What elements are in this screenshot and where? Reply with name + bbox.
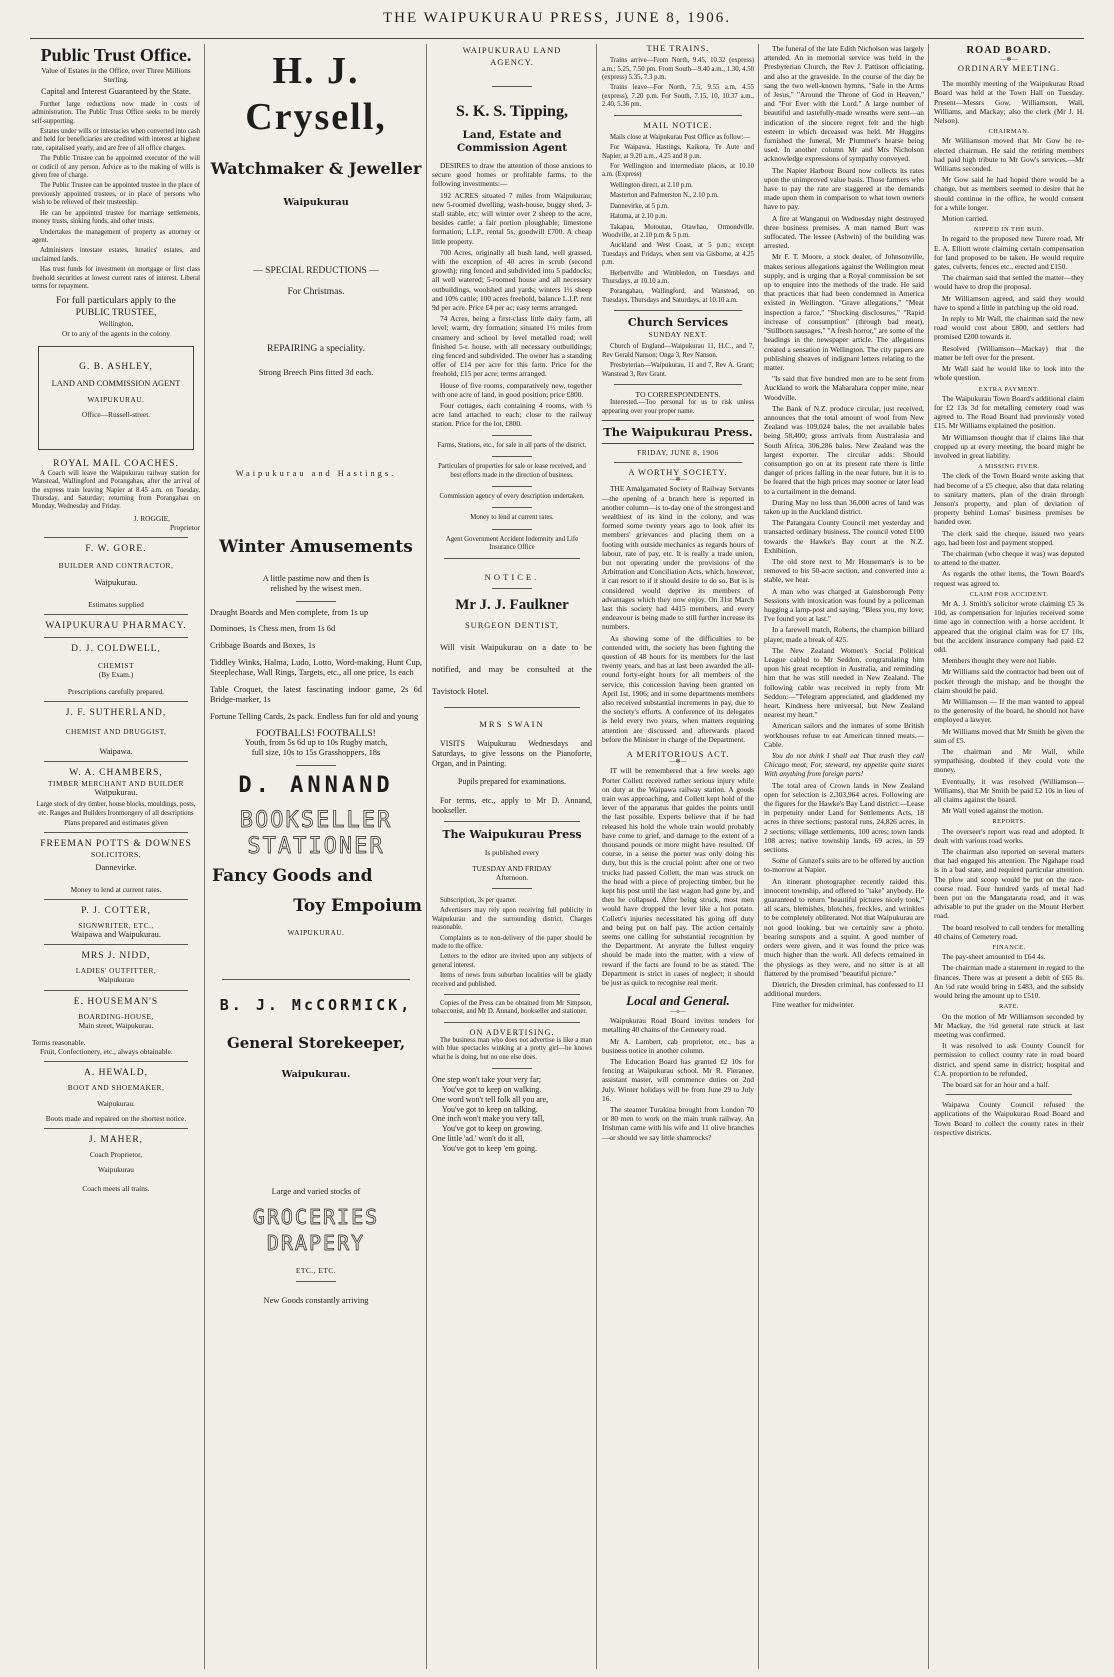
sutherland-town: Waipawa. (99, 746, 133, 756)
swain-text: VISITS Waipukurau Wednesdays and Saturdays, to give lessons on the Pianoforte, Organ, and in Painting. (432, 739, 592, 769)
new-goods: New Goods constantly arriving (263, 1296, 369, 1306)
ashley-box (38, 346, 194, 450)
tipping-farms: Farms, Stations, etc., for sale in all parts of the district. (437, 441, 587, 449)
mccormick-role: General Storekeeper, (226, 1033, 406, 1052)
press-pub: Is published every (484, 848, 540, 858)
winter-title: Winter Amusements (219, 537, 413, 558)
faulkner-text: Will visit Waipukurau on a date to be notified, and may be consulted at the Tavistock Hotel. (432, 641, 592, 696)
coldwell-note: Prescriptions carefully prepared. (67, 687, 165, 697)
divider (614, 462, 742, 463)
stocks: Large and varied stocks of (271, 1187, 361, 1196)
news-para: The Bank of N.Z. produce circular, just received, announces that the total amount of wool from New Zealand was 109,024 bales, the net available bales being 58,400; gross arrivals from Australasia and South Africa, 306,286 bales. New Zealand was the largest exporter. The circular adds: Should consumption go on at its present rate there is little danger of prices falling in the near future, but it is to be feared that the high prices may sooner or later lead to a curtailment in the demand. (764, 403, 924, 496)
corr-title: TO CORRESPONDENTS. (635, 389, 721, 399)
mccormick-town: Waipukurau. (281, 1068, 351, 1080)
ashley-office: Office—Russell-street. (81, 410, 151, 420)
column-divider (758, 44, 759, 1669)
board-heading: NIPPED IN THE BUD. (973, 226, 1045, 234)
advertising-title: ON ADVERTISING. (469, 1027, 555, 1037)
divider (492, 456, 532, 457)
local-para: The steamer Turakina brought from London 70 or 80 men to work on the main trunk railway. An Irishman came with his wife and 11 olive branches—or should we say little shamrocks? (602, 1105, 754, 1142)
news-para: The Patangata County Council met yesterday and transacted ordinary business. The council voted £100 towards the Hawke's Bay court at the N.Z. Exhibition. (764, 518, 924, 555)
board-para: The board resolved to call tenders for metalling 40 chains of Cemetery road. (934, 922, 1084, 941)
maher-role: Coach Proprietor, (89, 1150, 143, 1160)
board-para: The board sat for an hour and a half. (942, 1079, 1050, 1089)
divider (222, 979, 410, 980)
crysell-name: H. J. Crysell, (245, 50, 387, 138)
tipping-para: DESIRES to draw the attention of those anxious to secure good homes or profitable farms, to the following investments:— (432, 161, 592, 189)
football-text: Youth, from 5s 6d up to 10s Rugby match, full size, 10s to 15s Grasshoppers, 18s (244, 737, 388, 758)
public-trust-line: Further large reductions now made in costs of administration. The Public Trust Office seeks to be merely self-supporting. (32, 100, 200, 125)
column-6 (934, 44, 1084, 1669)
press-line: Letters to the editor are invited upon any subjects of general interest. (432, 953, 592, 969)
star-rule: —✻— (669, 477, 687, 484)
tipping-para: House of five rooms, comparatively new, together with one acre of land, in good position; price £800. (432, 380, 592, 399)
houseman-terms: Terms reasonable. (32, 1038, 86, 1048)
cotter-name: P. J. COTTER, (81, 905, 151, 916)
public-trust-line: Administers intestate estates, lunatics' estates, and unclaimed lands. (32, 247, 200, 263)
public-trust-line: Estates under wills or intestacies when converted into cash and held for beneficiaries are credited with interest at highest rate, capitalised yearly, and are free of all office charges. (32, 128, 200, 152)
nidd-role: LADIES' OUTFITTER, (75, 966, 157, 976)
tipping-role: Land, Estate and Commission Agent (456, 129, 568, 154)
public-trust-line: Has trust funds for investment on mortgage or first class freehold securities at lowest current rates of interest. Liberal terms for repayment. (32, 266, 200, 290)
freeman-role: SOLICITORS, (91, 850, 141, 860)
annand-town: WAIPUKURAU. (287, 927, 345, 937)
coaches-proprietor: J. ROGGIE, (133, 513, 170, 523)
board-heading: CHAIRMAN. (988, 128, 1030, 136)
divider (492, 86, 532, 87)
board-para: Mr Williamson thought that if claims like that cropped up at every meeting, the board might be involved in great liability. (934, 432, 1084, 460)
divider (44, 1128, 188, 1129)
press-line: Subscription, 3s per quarter. (440, 896, 517, 904)
public-trust-value: Value of Estates in the Office, over Three Millions Sterling. (41, 66, 191, 85)
public-trust-line: Undertakes the management of property as attorney or agent. (32, 228, 200, 244)
mail-line: Wellington direct, at 2.10 p.m. (610, 181, 693, 189)
hewald-town: Waipukurau. (97, 1098, 135, 1108)
divider (492, 588, 532, 589)
divider (44, 761, 188, 762)
special-reductions: — SPECIAL REDUCTIONS — (253, 265, 379, 277)
chambers-role: TIMBER MERCHANT AND BUILDER (48, 778, 184, 788)
winter-item: Table Croquet, the latest fascinating indoor game, 2s 6d Bridge-marker, 1s (210, 684, 422, 705)
masthead: THE WAIPUKURAU PRESS, JUNE 8, 1906. (382, 10, 732, 26)
swain-title: MRS SWAIN (479, 718, 545, 729)
board-para: Mr Gow said he had hoped there would be a change, but as members seemed to desire that he should continue in the office, he would consent for a while longer. (934, 175, 1084, 212)
poem-line: You've got to keep on growing. (442, 1124, 543, 1134)
tipping-para: 700 Acres, originally all bush land, well grassed, with the exception of 40 acres in scrub (second growth); ring fenced and subdivided into 5 paddocks; all well watered; 5-roomed house and all necessary outbuildings, woolshed and yards; winters 1½ sheep and 10% cattle; 100 acres freehold, balance L.I.P. rent 9d per acre. Price £4 per ac; easy terms arranged. (432, 247, 592, 313)
news-para: A man who was charged at Gainsborough Petty Sessions with intoxication was found by a policeman hugging a lamp-post and saying, "Bless you, my love; I've found you at last." (764, 586, 924, 624)
gore-name: F. W. GORE. (85, 544, 147, 555)
mccormick-name: B. J. McCORMICK, (219, 995, 413, 1014)
column-4 (602, 44, 754, 1669)
divider (614, 310, 742, 311)
paper-title: The Waipukurau Press. (603, 425, 753, 439)
news-para: An itinerant photographer recently raided this innocent township, and offered to "take" anybody. He guaranteed to return "beautiful pictures nicely took," all scars, blemishes, blotches, freckles, and wrinkles to be completely obliterated. Not that Waipukurau are not good looking, but we certainly saw a photo. bearing sunspots and a squint. A good number of orders were given, and it was found the price was much higher than the work. All defects remained in the physiogs as they were, and no sitter is at all flattered by the promised "beautiful picture." (764, 876, 924, 978)
board-heading: A MISSING FIVER. (978, 463, 1040, 471)
mail-line: Herbertville and Wimbledon, on Tuesdays and Thursdays, at 10.10 a.m. (602, 269, 754, 285)
drapery: DRAPERY (266, 1231, 366, 1256)
tipping-money: Money to lend at current rates. (470, 514, 554, 522)
poem-line: You've got to keep 'em going. (442, 1143, 537, 1153)
christmas: For Christmas. (287, 286, 345, 298)
footballs: FOOTBALLS! FOOTBALLS! (256, 727, 376, 739)
winter-item: Fortune Telling Cards, 2s pack. Endless fun for old and young (210, 711, 419, 721)
news-para: During May no less than 36,000 acres of land was taken up in the Auckland district. (764, 497, 924, 516)
sutherland-role: CHEMIST AND DRUGGIST, (65, 727, 167, 737)
divider (614, 115, 742, 116)
cotter-town: Waipawa and Waipukurau. (71, 930, 161, 940)
divider (296, 601, 336, 602)
crysell-role: Watchmaker & Jeweller (210, 159, 422, 178)
hewald-note: Boots made and repaired on the shortest notice. (45, 1113, 187, 1123)
news-para: Fine weather for midwinter. (772, 1000, 855, 1010)
chambers-town: Waipukurau. (94, 788, 138, 798)
pharmacy-title: WAIPUKURAU PHARMACY. (45, 620, 187, 631)
houseman-text: Fruit, Confectionery, etc., always obtainable. (40, 1047, 173, 1057)
board-para: It was resolved to ask County Council for permission to collect county rate in road board district, and spend same in district; hospital and C.A. proportion to be refunded. (934, 1041, 1084, 1078)
poem-line: One word won't tell folk all you are, (432, 1094, 549, 1104)
annand-fancy: Fancy Goods and (212, 865, 373, 886)
news-para: American sailors and the inmates of some British workhouses refuse to eat American tinned meats.—Cable. (764, 721, 924, 749)
groceries: GROCERIES (252, 1205, 380, 1230)
mail-line: Porangahau, Wallingford, and Wanstead, on Tuesdays, Thursdays and Saturdays, at 10.10 a.m. (602, 288, 754, 304)
agency-title: WAIPUKURAU LAND AGENCY. (462, 45, 562, 67)
board-para: The chairman and Mr Wall, while sympathising, doubted if they could vote the money. (934, 747, 1084, 775)
trains-arrive: Trains arrive—From North, 9.45, 10.32 (express) a.m.; 5.25, 7.50 pm. From South—9.40 a.m., 1.30, 4.50 (express) 5.35, 7.3 p.m. (602, 57, 754, 82)
divider (444, 994, 580, 995)
news-para: The New Zealand Women's Social Political League cabled to Mr Seddon, congratulating him upon his great reception in Australia, and reminding him that he was still needed in New Zealand. The following cable was received in reply from Mr Seddon:—"Telegram appreciated, and gladdened my heart. Kindness here universal, but New Zealand nearest my heart." (764, 645, 924, 720)
star-rule: —✻— (669, 759, 687, 766)
crysell-towns: Waipukurau and Hastings. (235, 468, 397, 478)
merit-para: IT will be remembered that a few weeks ago Porter Collett received rather serious injury while on duty at the Waipawa railway station. A goods train was approaching, and Collett kept hold of the lever of the apparatus that guides the points until the last possible. Experts believe that if he had released his hold the whole train would probably have come to grief, and damage to the extent of a thousand pounds or more might have resulted. Of course, in a sense the porter was only doing his duty, but this is the crucial point: after one or two trucks had passed Collett, the man was struck on the head with a piece of projecting timber, but he kept his post until the last wagon had gone by, and then he collapsed. After being struck, most men would have dropped the lever like a hot potato. Collett's injuries necessitated his going off duty and being put on half pay. The action certainly seems one calling for substantial recognition by the Department. At anyrate the fullest enquiry should be made into the matter, with a view of reward if the facts are found to be as stated. The Department is strict in cases of neglect; it should be just as quick to recognise real merit. (602, 766, 754, 987)
mail-line: For Waipawa, Hastings, Kaikora, Te Aute and Napier, at 9.20 a.m., 4.25 and 8 p.m. (602, 144, 754, 160)
faulkner-name: Mr J. J. Faulkner (455, 596, 569, 613)
annand-bookseller: BOOKSELLER (239, 807, 393, 833)
houseman-address: Main street, Waipukurau. (78, 1020, 154, 1030)
mail-title: MAIL NOTICE. (643, 119, 713, 130)
public-trust-wellington: Wellington, (98, 319, 134, 329)
annand-toy: Toy Empoium (293, 895, 422, 916)
breech-pins: Strong Breech Pins fitted 3d each. (258, 367, 374, 377)
board-para: Mr Williams said the contractor had been out of pocket through the mishap, and he thought the claim should be paid. (934, 667, 1084, 695)
public-trust-list (32, 101, 200, 292)
hewald-role: BOOT AND SHOEMAKER, (67, 1083, 165, 1093)
board-para: The Waipukurau Town Board's additional claim for £2 13s 3d for metalling cemetery road was agreed to. The Road Board had previously voted £15. Mr Williams explained the position. (934, 393, 1084, 431)
news-para: The Napier Harbour Board now collects its rates upon the unimproved value basis. Those farmers who have to pay the rate are staggered at the demands made upon them in comparison to what town owners have to pay. (764, 165, 924, 212)
swain-pupils: Pupils prepared for examinations. (458, 777, 566, 787)
board-heading: EXTRA PAYMENT. (978, 385, 1040, 393)
sutherland-name: J. F. SUTHERLAND, (65, 708, 167, 719)
poem-line: One little 'ad.' won't do it all, (432, 1134, 525, 1144)
mail-line: Masterton and Palmerston N., 2.10 p.m. (610, 192, 719, 200)
chambers-name: W. A. CHAMBERS, (69, 767, 163, 778)
divider (44, 701, 188, 702)
board-para: Mr Williamson moved that Mr Gow be re-elected chairman. He said the retiring members had paid high tribute to Mr Gow's services.—Mr Williams seconded. (934, 136, 1084, 174)
tipping-para: 74 Acres, being a first-class little dairy farm, all level; warm, dry formation; situated 1½ miles from creamery and school by level metalled road; well finished 5-r. house, with all necessary outbuildings; ring fenced and subdivided. The owner has a standing offer of £14 per acre for this farm. Price for the freehold, £15 per acre; terms arranged. (432, 314, 592, 379)
mail-lines (602, 134, 754, 305)
tipping-para: Four cottages, each containing 4 rooms, with ½ acre land attached to each; close to the railway station. Price for the lot, £800. (432, 401, 592, 429)
board-para: Mr Wall said he would like to look into the whole question. (934, 364, 1084, 383)
column-5 (764, 44, 924, 1669)
board-para: Mr Williams moved that Mr Smith be given the sum of £5. (934, 726, 1084, 745)
board-para: Members thought they were not liable. (942, 656, 1057, 666)
board-para: The clerk of the Town Board wrote asking that had become of a £5 cheque, also that data relating to sanitary matters, plan of the drain through Jenson's property, and plan of deviation of property behind Lomas' business premises be handed over. (934, 471, 1084, 527)
news-para: The total area of Crown lands in New Zealand open for selection is 2,303,964 acres. Following are the figures for the Hawke's Bay Land district:—Lease in perpetuity under Land for Settlements Acts, 18 acres in three sections; pastoral runs, 24,826 acres, in 2 sections; village settlements, 100 acres; town lands 108 acres; native township lands, 69 acres, in 59 sections. (764, 780, 924, 855)
star-rule: —o— (670, 1009, 686, 1016)
board-heading: CLAIM FOR ACCIDENT. (969, 590, 1049, 598)
winter-item: Dominoes, 1s Chess men, from 1s 6d (210, 624, 336, 634)
divider (44, 832, 188, 833)
board-heading: RATE. (998, 1003, 1020, 1011)
hewald-name: A. HEWALD, (83, 1068, 149, 1079)
public-trust-line: The Public Trustee can be appointed trustee in the place of previously appointed trustees, or in place of persons who wish to be relieved of their trusteeship. (32, 182, 200, 207)
divider (614, 384, 742, 385)
faulkner-role: SURGEON DENTIST, (464, 620, 559, 630)
houseman-role: BOARDING-HOUSE, (78, 1011, 154, 1021)
board-heading: FINANCE. (992, 944, 1026, 952)
board-para: The chairman also reported on several matters that had engaged his attention. The Ngahape road is in a bad state, and required particular attention. The plow and scoop would be put on the race-course road. Four hundred yards of metal had been put on the Mangatarata road, and it was advisable to put the grader on the Mount Herbert road. (934, 847, 1084, 921)
public-trust-full: For full particulars apply to the (56, 295, 176, 307)
merit-title: A MERITORIOUS ACT. (626, 750, 730, 760)
divider (296, 765, 336, 766)
board-para: The clerk said the cheque, issued two years ago, had been lost and payment stopped. (934, 528, 1084, 547)
mail-line: Dannevirke, at 5 p.m. (610, 202, 669, 210)
divider (492, 435, 532, 436)
press-line: Items of news from suburban localities will be gladly received and published. (432, 972, 592, 988)
public-trust-agents: Or to any of the agents in the colony (62, 328, 170, 338)
tipping-commission: Commission agency of every description undertaken. (439, 492, 585, 500)
poem-line: One step won't take your very far; (432, 1075, 541, 1085)
divider (946, 1094, 1072, 1095)
coldwell-exam: (By Exam.) (98, 670, 134, 679)
annand-name: D. ANNAND (238, 772, 394, 798)
column-1 (32, 44, 200, 1669)
divider (44, 944, 188, 945)
coaches-proprietor-title: Proprietor (170, 522, 200, 532)
column-divider (928, 44, 929, 1669)
coldwell-role: CHEMIST (98, 660, 134, 670)
nidd-town: Waipukurau (98, 975, 134, 985)
swain-terms: For terms, etc., apply to Mr D. Annand, bookseller. (432, 796, 592, 816)
press-days: TUESDAY AND FRIDAY (472, 863, 552, 873)
divider (44, 537, 188, 538)
winter-item: Cribbage Boards and Boxes, 1s (210, 641, 316, 651)
worthy-para: THE Amalgamated Society of Railway Servants—the opening of a branch here is reported in another column—is to-day one of the strongest and wealthiest of its kind in the colony, and was formed some twenty years ago to look after its members' grievances and placing them on a footing with outside mechanics as regards hours of labour, rate of pay, etc. It is really a trade union, but not operating under the provisions of the Arbitration and Conciliation Acts, which, however, it can resort to if it should desire to do so. But is is considered would deprive its members of advantages which they now enjoy. On 31st March last this society had 4415 members, and every endeavour is being made to still further increase its numbers. (602, 484, 754, 632)
board-para: Mr A. J. Smith's solicitor wrote claiming £5 3s 10d, as compensation for injuries received some time ago in connection with a horse accident. It appeared that the original claim was for £7 10s, but the accident insurance company had paid £2 odd. (934, 598, 1084, 654)
divider (44, 990, 188, 991)
mail-line: For Wellington and intermediate places, at 10.10 a.m. (Express) (602, 163, 754, 179)
maher-note: Coach meets all trains. (82, 1184, 150, 1194)
board-para: Waipawa County Council refused the applications of the Waipukurau Road Board and Town Board to collect the county rates in their respective districts. (934, 1100, 1084, 1137)
board-para: On the motion of Mr Williamson seconded by Mr Mackay, the ½d general rate struck at last meeting was confirmed. (934, 1011, 1084, 1039)
mail-line: Mails close at Waipukurau Post Office as follow:— (610, 133, 751, 141)
divider (444, 707, 580, 708)
press-afternoon: Afternoon. (495, 872, 529, 882)
houseman-name: E. HOUSEMAN'S (73, 996, 159, 1007)
column-3 (432, 44, 592, 1669)
public-trust-title: Public Trust Office. (40, 45, 192, 65)
news-para: The funeral of the late Edith Nicholson was largely attended. An in memorial service was held in the Presbyterian Church, the Rev J. Pattison officiating, and also at the graveside. In the course of the day he sang the two well-known hymns, "Safe in the Arms of Jesus," "Around the Throne of God in Heaven," and "For Ever with the Lord." A large number of beautiful and tastefully-made wreaths were sent—an indication of the sincere regret felt and the high esteem in which deceased was held. Mr Huggins furnished the funeral, Mr Plummer's hearse being used. In another column Mr and Mrs Nicholson acknowledge expressions of sympathy conveyed. (764, 44, 924, 164)
local-para: The Education Board has granted £2 10s for fencing at Waipukurau school. Mr R. Fleranee, assistant master, will commence duties on 2nd July. Winter holidays will be from June 29 to July 16. (602, 1056, 754, 1103)
winter-sub: A little pastime now and then Is relished by the wisest men. (262, 574, 370, 594)
mail-line: Takapau, Motoutau, Otawhao, Ormondville, Woodville, at 2.10 p.m & 5 p.m. (602, 223, 754, 239)
divider (44, 614, 188, 615)
board-para: The pay-sheet amounted to £64 4s. (942, 952, 1046, 962)
poem-line: You've got to keep on walking. (442, 1085, 542, 1095)
gore-role: BUILDER AND CONTRACTOR, (58, 561, 174, 571)
public-trust-capital: Capital and Interest Guaranteed by the State. (41, 87, 191, 97)
winter-item: Draught Boards and Men complete, from 1s up (210, 607, 369, 617)
ashley-name: G. B. ASHLEY, (79, 361, 153, 372)
mail-line: Auckland and West Coast, at 5 p.m.; except Tuesdays and Fridays, when sent via Gisborne, at 4.25 p.m. (602, 242, 754, 267)
board-para: Eventually, it was resolved (Williamson—Williams), that Mr Smith be paid £2 10s in lieu of all claims against the board. (934, 776, 1084, 805)
top-rule (30, 38, 1084, 39)
tipping-name: S. K. S. Tipping, (456, 103, 568, 120)
coaches-text: A Coach will leave the Waipukurau railway station for Wanstead, Wallingford and Porangahau, after the arrival of the express train leaving Napier at 8.45 a.m. on Tuesday, Thursday, and Saturday; returning from Porangahau on Monday, Wednesday and Friday. (32, 469, 200, 511)
divider (444, 821, 580, 822)
divider (44, 899, 188, 900)
corr-text: Interested.—Too personal for us to risk unless appearing over your proper name. (602, 399, 754, 415)
advertising-text: The business man who does not advertise is like a man with blue spectacles winking at a pretty girl—he knows what he is doing, but no one else does. (432, 1037, 592, 1061)
press-line: Complaints as to non-delivery of the paper should be made to the office. (432, 934, 592, 950)
news-para: Mr F. T. Moore, a stock dealer, of Johnsonville, makes serious allegations against the Wellington meat supply, and is urging that a Royal commission be set up to enquire into the methods of the trade. He said that practices that had been condemned in America existed in Wellington. "Grave allegations," "Meat inspection a farce," "Shocking disclosures," "Rapid increase of consumption" (through bad meat), "Stillborn sausages," "A fresh horror," are some of the headings in the newspaper article. The allegations created a sensation in Wellington. The city papers are publishing sheaves of indignant letters relating to the matter. (764, 252, 924, 372)
divider (44, 1061, 188, 1062)
chambers-plans: Plans prepared and estimates given (64, 818, 168, 828)
road-board-title: ROAD BOARD. (966, 45, 1052, 56)
coaches-title: ROYAL MAIL COACHES. (53, 458, 179, 469)
gore-note: Estimates supplied (88, 599, 144, 609)
divider (444, 1022, 580, 1023)
ashley-role: LAND AND COMMISSION AGENT (51, 378, 181, 388)
news-para: Dietrich, the Dresden criminal, has confessed to 11 additional murders. (764, 979, 924, 999)
paper-date: FRIDAY, JUNE 8, 1906 (637, 448, 719, 457)
divider (492, 507, 532, 508)
annand-stationer: STATIONER (247, 833, 385, 859)
news-para: The old store next to Mr Houseman's is to be removed to his 50-acre section, and converted into a stable, we hear. (764, 556, 924, 585)
church-title: Church Services (627, 316, 729, 330)
public-trust-line: The Public Trustee can be appointed executor of the will or codicil of any person. Advice as to the making of wills is given free of charge. (32, 155, 200, 180)
board-para: The monthly meeting of the Waipukurau Road Board was held at the Town Hall on Tuesday. Present—Messrs Gow, Williamson, Wall, Williams, and Mackay; also the clerk (Mr J. H. Nelson). (934, 79, 1084, 126)
divider (492, 529, 532, 530)
board-para: In regard to the proposed new Turere road, Mr E. A. Elliott wrote claiming certain compensation for land proposed to be taken. He would require gates, culverts, fences etc., erected and £150. (934, 234, 1084, 272)
mail-line: Hatuma, at 2.10 p.m. (610, 213, 668, 221)
ashley-town: WAIPUKURAU. (87, 395, 145, 405)
trains-title: THE TRAINS. (646, 44, 710, 53)
winter-items (210, 608, 422, 723)
reductions-label: SPECIAL REDUCTIONS (265, 265, 367, 277)
poem (432, 1075, 592, 1153)
tipping-agent: Agent Government Accident Indemnity and Life Insurance Office (445, 535, 579, 552)
freeman-town: Dannevirke. (95, 863, 137, 873)
news-para: A fire at Wanganui on Wednesday night destroyed three business premises. A man named Burt was suffocated. The lessee (Ashwin) of the building was arrested. (764, 213, 924, 251)
column-divider (204, 44, 205, 1669)
news-para: "Is said that five hundred men are to be sent from Auckland to work the Maharahara copper mine, near Woodville. (764, 374, 924, 402)
cotter-role: SIGNWRITER, ETC., (78, 920, 154, 930)
local-para: Mr A. Lambert, cab proprietor, etc., has a business notice in another column. (602, 1036, 754, 1055)
freeman-note: Money to lend at current rates. (70, 884, 162, 894)
board-heading: REPORTS. (992, 818, 1026, 826)
board-para: Motion carried. (942, 214, 988, 224)
road-board-sub: ORDINARY MEETING. (957, 64, 1061, 73)
press-line: Advertisers may rely upon receiving full publicity in Waipukurau and the surrounding district. Charges reasonable. (432, 907, 592, 932)
public-trust-trustee: PUBLIC TRUSTEE, (75, 307, 157, 319)
gore-town: Waipukurau. (94, 578, 138, 588)
worthy-title: A WORTHY SOCIETY. (628, 468, 728, 478)
press-copies: Copies of the Press can be obtained from Mr Simpson, tobacconist, and Mr D. Annand, bookseller and stationer. (432, 1000, 592, 1016)
column-divider (596, 44, 597, 1669)
divider (492, 486, 532, 487)
column-divider (426, 44, 427, 1669)
church-text: Church of England—Waipukurau 11, H.C., and 7, Rev Gerald Nanson; Onga 3, Rev Nanson. (602, 343, 754, 359)
notice-title: NOTICE. (484, 571, 540, 582)
press-title: The Waipukurau Press (442, 828, 582, 842)
news-para: In a farewell match, Roberts, the champion billiard player, made a break of 425. (764, 625, 924, 644)
tipping-para: 192 ACRES situated 7 miles from Waipukurau; new 5-roomed dwelling, wash-house, buggy shed, 3-stall stable, etc; will winter over 2 sheep to the acre, besides cattle; a fair portion ploughable; limestone formation; L.I.P., rental 5s, goodwill £700. A cheap little property. (432, 190, 592, 246)
board-para: The overseer's report was read and adopted. It dealt with various road works. (934, 826, 1084, 845)
board-para: Mr Williamson — If the man wanted to appeal to the generosity of the board, he should not have employed a lawyer. (934, 697, 1084, 725)
poem-line: You've got to keep on talking. (442, 1104, 538, 1114)
column-2 (210, 44, 422, 1669)
nidd-name: MRS J. NIDD, (81, 951, 151, 962)
etc: ETC., ETC. (295, 1266, 337, 1276)
trains-leave: Trains leave—For North, 7.5, 9.55 a.m, 4.55 (express), 7.20 p.m. For South, 7.15, 10, 10.37 a.m., 2.40, 5.36 pm. (602, 84, 754, 109)
board-para: Mr Wall voted against the motion. (942, 806, 1044, 816)
board-para: The chairman said that settled the matter—they would have to drop the proposal. (934, 273, 1084, 292)
star-rule: —✻— (1000, 57, 1018, 63)
divider (296, 1281, 336, 1282)
church-sub: SUNDAY NEXT. (648, 330, 708, 340)
maher-town: Waipukurau (98, 1165, 134, 1175)
public-trust-line: He can be appointed trustee for marriage settlements, money trusts, sinking funds, and other trusts. (32, 209, 200, 226)
board-para: The chairman (who cheque it was) was deputed to attend to the matter. (934, 548, 1084, 568)
divider (44, 637, 188, 638)
winter-item: Tiddley Winks, Halma, Ludo, Lotto, Word-making, Hunt Cup, Steeplechase, Wall Rings, Targets, etc., all one price, 1s each (210, 657, 422, 678)
chambers-text: Large stock of dry timber, house blocks, mouldings, posts, etc. Ranges and Builders Ironmongery of all descriptions (36, 801, 196, 817)
news-para: Some of Gunzel's suits are to be offered by auction to-morrow at Napier. (764, 856, 924, 875)
press-lines (432, 897, 592, 989)
divider (444, 558, 580, 559)
maher-name: J. MAHER, (88, 1135, 144, 1146)
news-para: You do not think I shall eat That trash they call Chicago meat, For, steward, my appetite quite starts With anything from foreign parts! (764, 751, 924, 779)
coldwell-name: D. J. COLDWELL, (71, 643, 161, 654)
local-title: Local and General. (626, 993, 730, 1009)
repairing: REPAIRING a speciality. (267, 343, 365, 355)
freeman-name: FREEMAN POTTS & DOWNES (40, 839, 192, 850)
local-para: Waipukurau Road Board invites tenders for metalling 40 chains of the Cemetery road. (602, 1016, 754, 1035)
board-para: Resolved (Williamson—Mackay) that the matter be left over for the present. (934, 343, 1084, 362)
crysell-town: Waipukurau (283, 197, 349, 208)
board-para: In reply to Mr Wall, the chairman said the new road would cost about £800, and settlers had promised £200 towards it. (934, 314, 1084, 342)
board-para: The chairman made a statement in regard to the finances. There was at present a debit of £65 8s. An ½d rate would bring in £483, and the subsidy would bring the amount up to £510. (934, 963, 1084, 1001)
poem-line: One inch won't make you very tall, (432, 1114, 545, 1124)
divider (492, 1068, 532, 1069)
board-para: As regards the other items, the Town Board's request was agreed to. (934, 569, 1084, 588)
divider (492, 888, 532, 889)
tipping-particulars: Particulars of properties for sale or lease received, and best efforts made in the direction of business. (438, 463, 586, 479)
board-para: Mr Williamson agreed, and said they would have to spend a little in patching up the old road. (934, 293, 1084, 312)
worthy-para: As showing some of the difficulties to be contended with, the society has been fighting the question of 48 hours for its members for the last twenty years, and has at last been awarded the all-round forty-eight hours for all members of the service, this concession having been granted on April 1st, 1906; and in some departments members also received substantial increments in pay, due to the society's efforts. A conference of its delegates is held every two years, when matters requiring attention are discussed and afterwards placed before the Minister in charge of the Department. (602, 633, 754, 744)
paper-banner (602, 420, 754, 444)
church-text: Presbyterian—Waipukurau, 11 and 7, Rev A. Grant; Wanstead 3, Rev Grant. (602, 362, 754, 378)
